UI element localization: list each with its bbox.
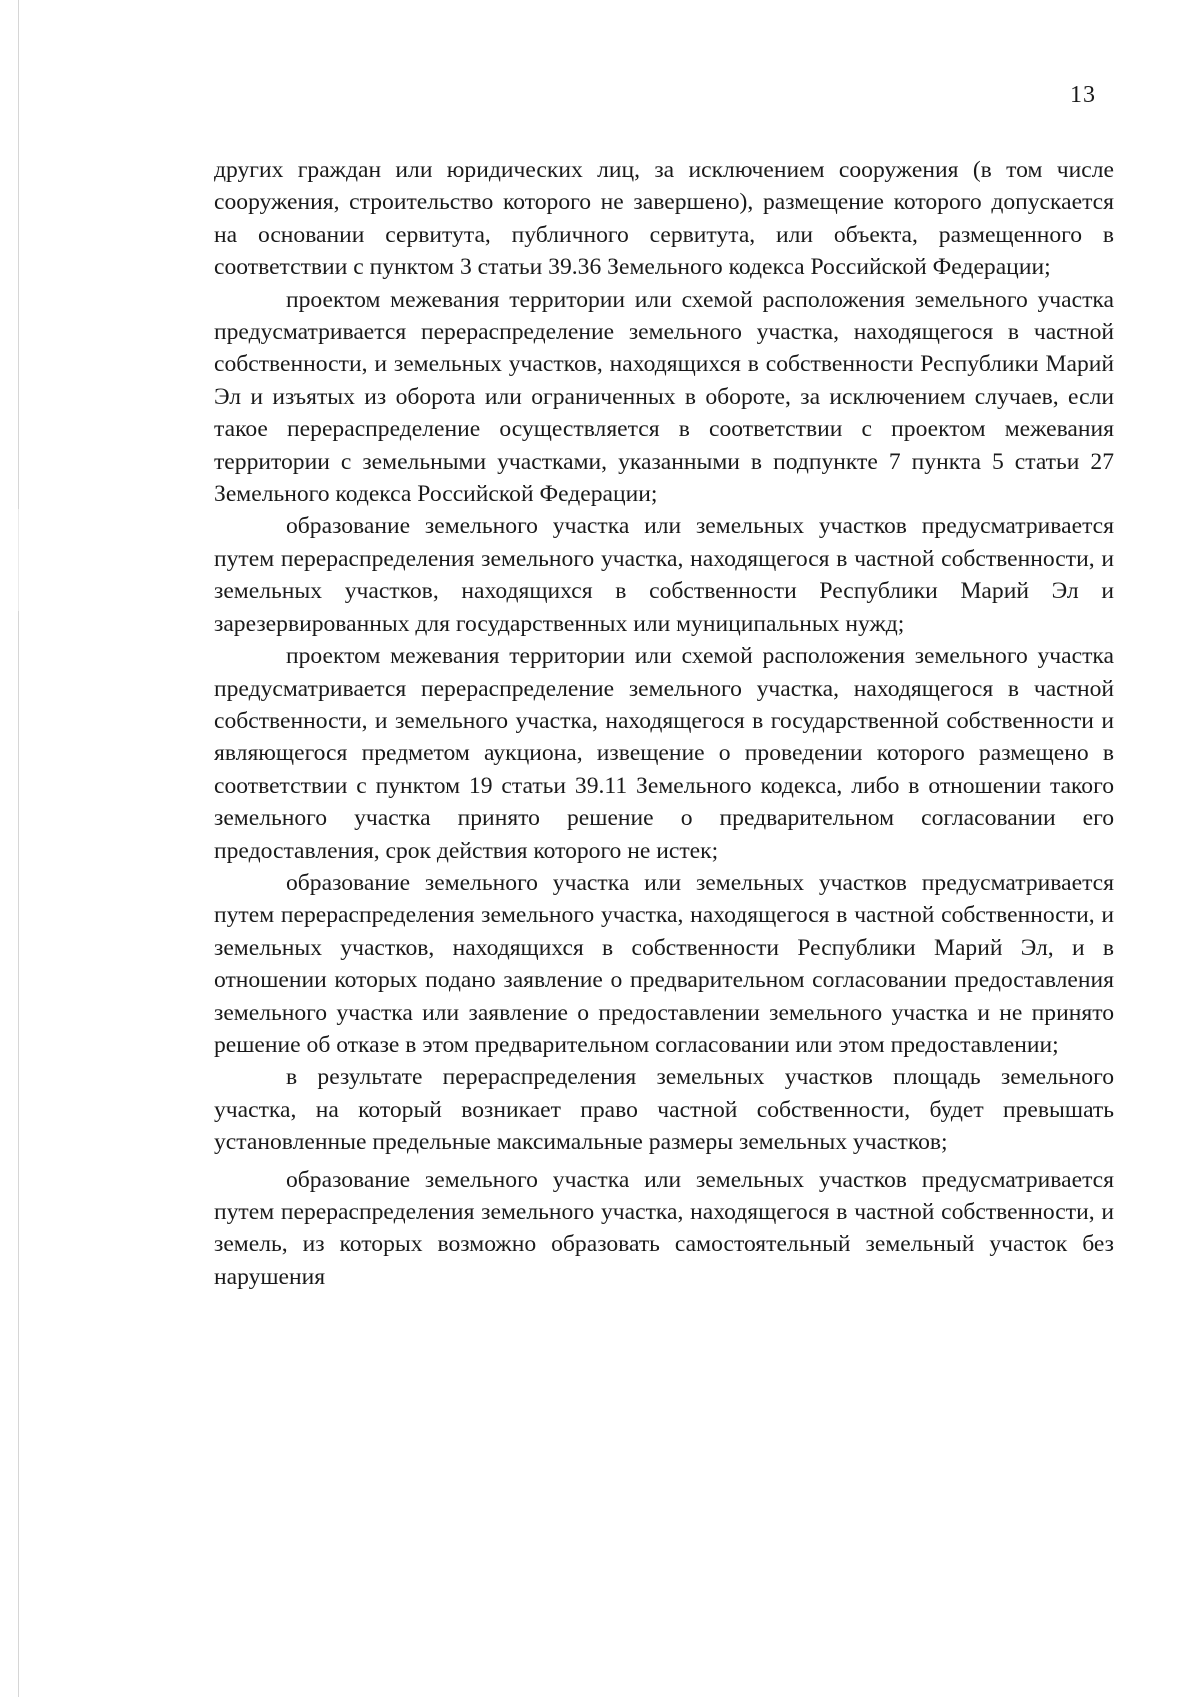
- paragraph-1: других граждан или юридических лиц, за исключением сооружения (в том числе сооружения, строительство которого не завершено), размещение которого допускается на основании сервитута, публичного сервитута, или объекта, размещенного в соответствии с пунктом 3 статьи 39.36 Земельного кодекса Российской Федерации;: [214, 157, 1114, 281]
- paragraph-5: образование земельного участка или земельных участков предусматривается путем перераспределения земельного участка, находящегося в частной собственности, и земельных участков, находящихся в собственности Республики Марий Эл, и в отношении которых подано заявление о предварительном согласовании предоставления земельного участка или заявление о предоставлении земельного участка и не принято решение об отказе в этом предварительном согласовании или этом предоставлении;: [214, 869, 1114, 1058]
- paragraph-6: в результате перераспределения земельных участков площадь земельного участка, на который возникает право частной собственности, будет превышать установленные предельные максимальные размеры земельных участков;: [214, 1064, 1114, 1156]
- paragraph-3: образование земельного участка или земельных участков предусматривается путем перераспределения земельного участка, находящегося в частной собственности, и земельных участков, находящихся в собственности Республики Марий Эл и зарезервированных для государственных или муниципальных нужд;: [214, 513, 1114, 637]
- paragraph-4: проектом межевания территории или схемой расположения земельного участка предусматривается перераспределение земельного участка, находящегося в частной собственности, и земельного участка, находящегося в государственной собственности и являющегося предметом аукциона, извещение о проведении которого размещено в соответствии с пунктом 19 статьи 39.11 Земельного кодекса, либо в отношении такого земельного участка принято решение о предварительном согласовании его предоставления, срок действия которого не истек;: [214, 643, 1114, 864]
- paragraph-7: образование земельного участка или земельных участков предусматривается путем перераспределения земельного участка, находящегося в частной собственности, и земель, из которых возможно образовать самостоятельный земельный участок без нарушения: [214, 1166, 1114, 1290]
- paragraph-2: проектом межевания территории или схемой расположения земельного участка предусматривается перераспределение земельного участка, находящегося в частной собственности, и земельных участков, находящихся в собственности Республики Марий Эл и изъятых из оборота или ограниченных в обороте, за исключением случаев, если такое перераспределение осуществляется в соответствии с проектом межевания территории с земельными участками, указанными в подпункте 7 пункта 5 статьи 27 Земельного кодекса Российской Федерации;: [214, 286, 1114, 508]
- document-body: [214, 154, 1114, 1293]
- scan-edge-line: [18, 0, 19, 1697]
- page-number: 13: [1070, 82, 1096, 108]
